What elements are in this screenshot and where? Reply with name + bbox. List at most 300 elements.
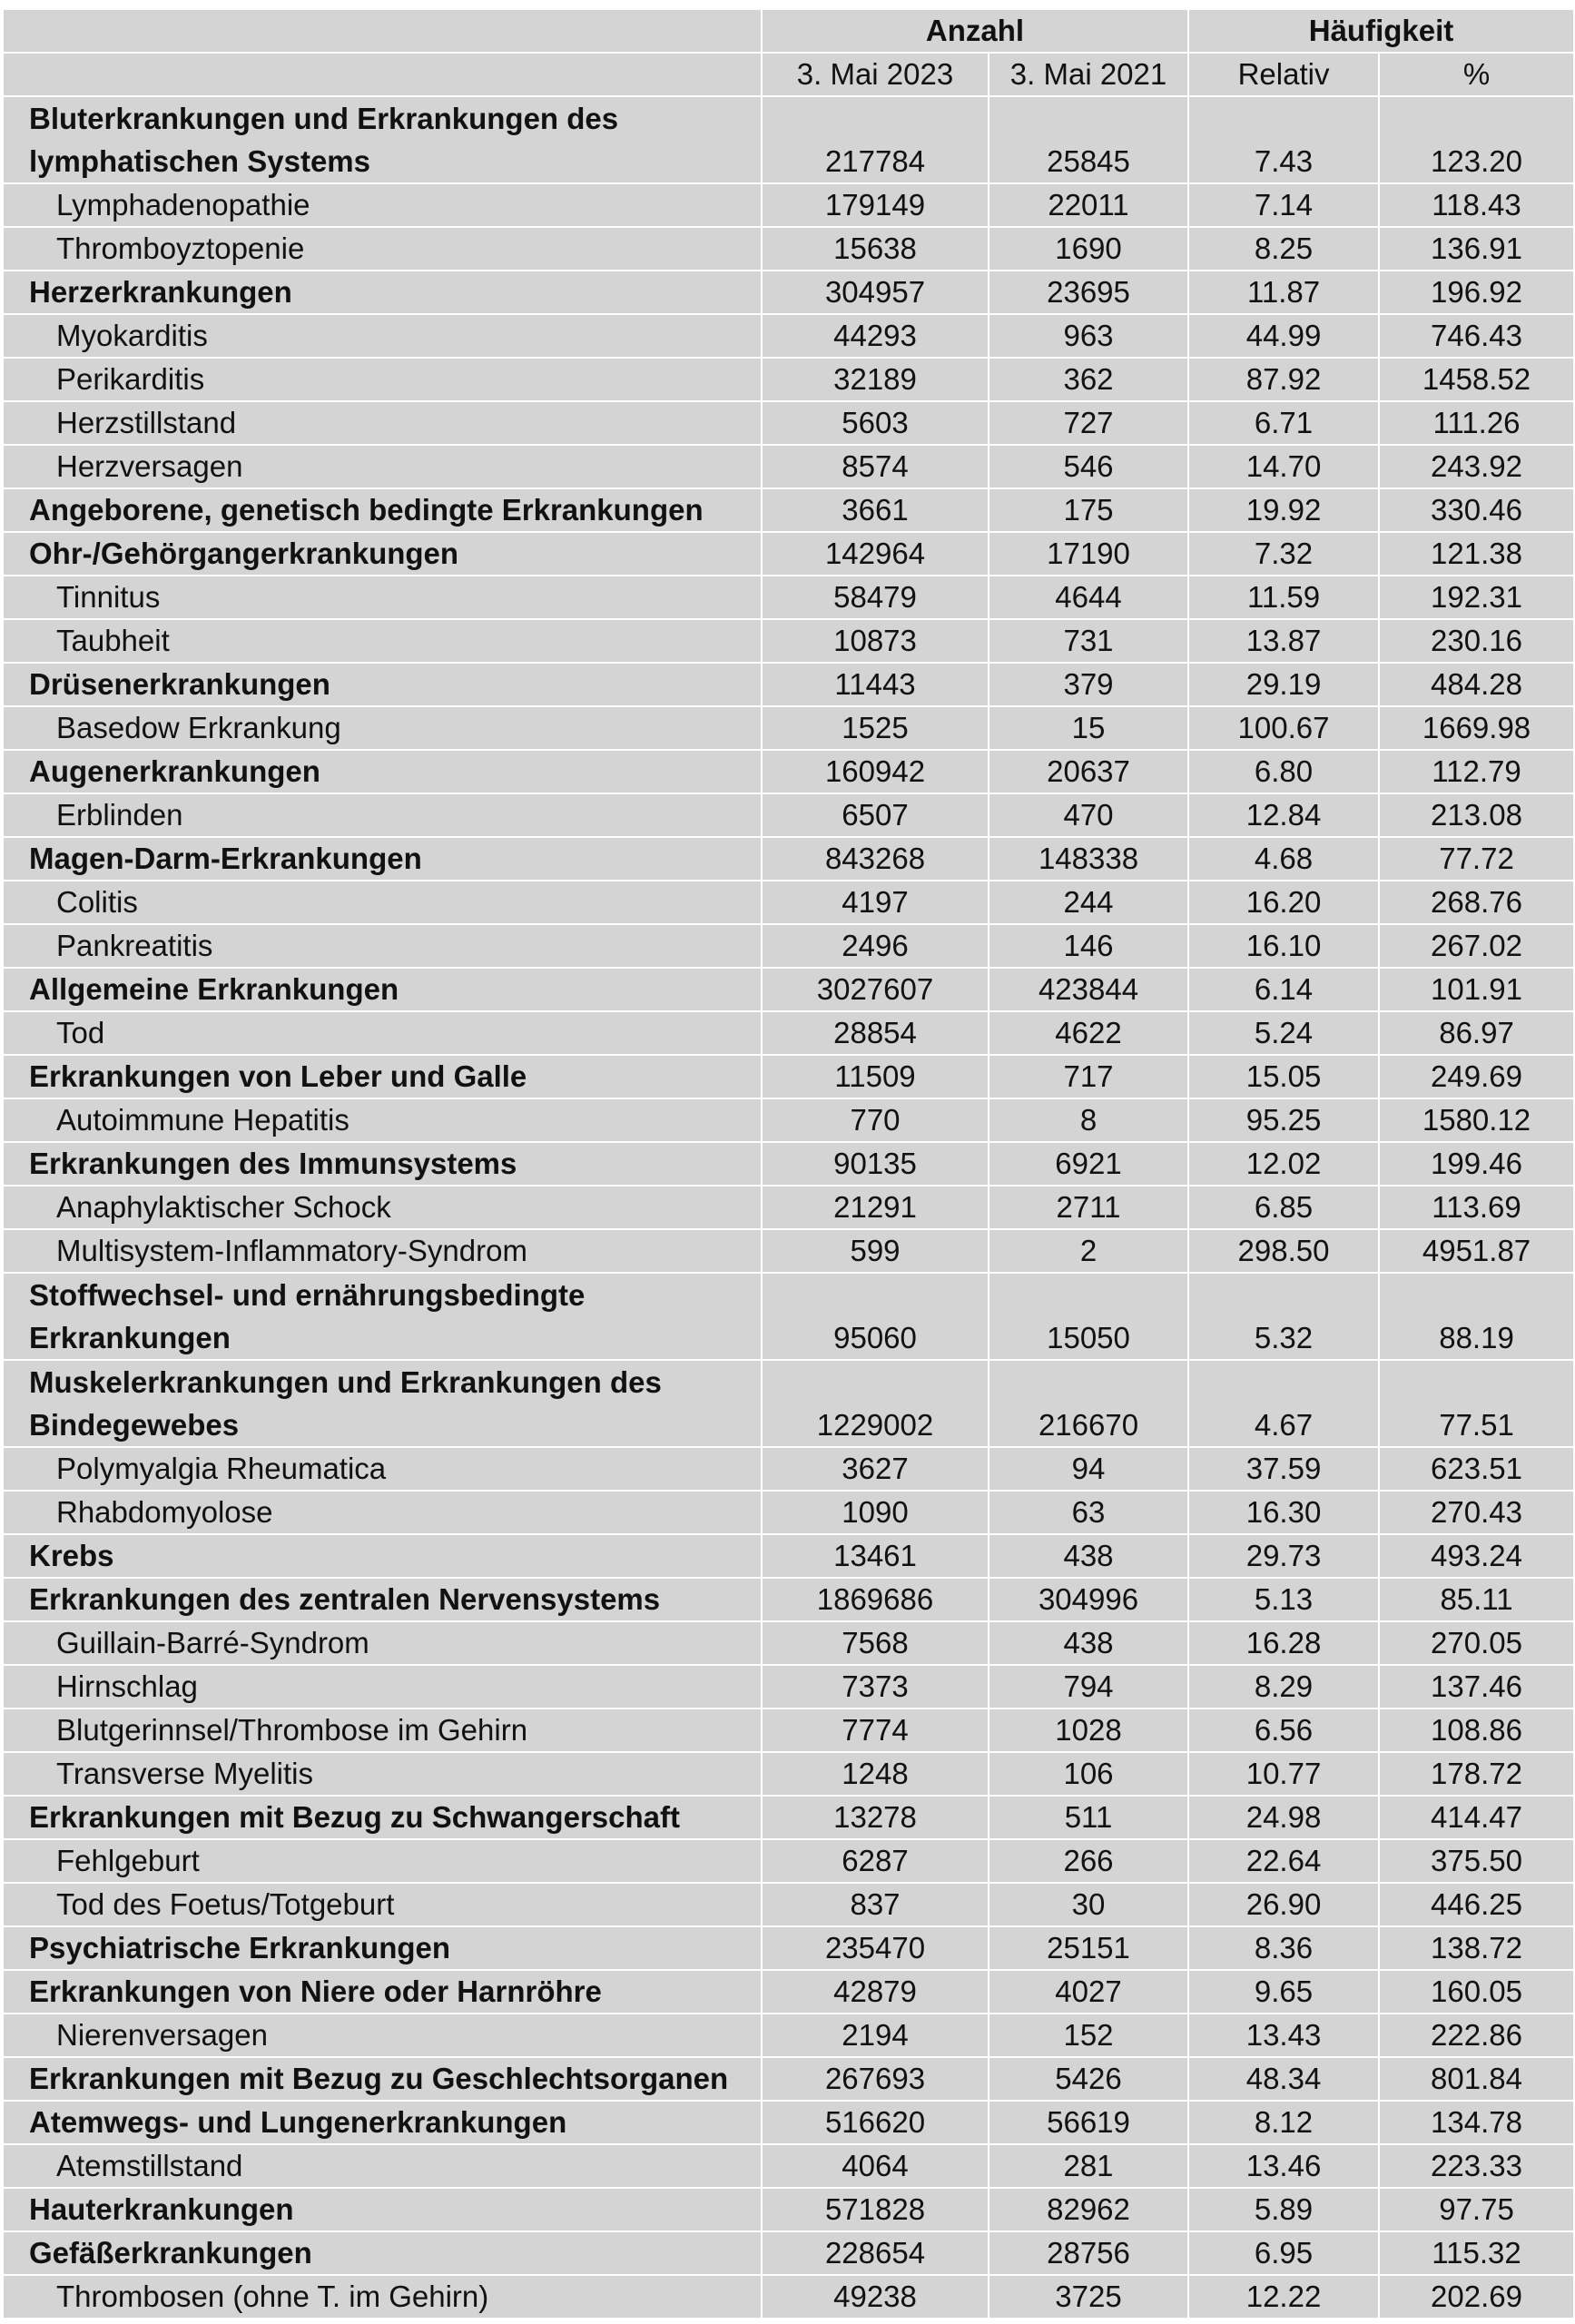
relative-frequency: 13.46 (1188, 2144, 1379, 2188)
row-label: Nierenversagen (3, 2014, 762, 2057)
table-row (3, 445, 1574, 488)
count-2021: 3725 (989, 2275, 1188, 2319)
relative-frequency: 5.89 (1188, 2188, 1379, 2231)
percent-frequency: 101.91 (1379, 968, 1574, 1011)
table-row (3, 2275, 1574, 2319)
count-2023: 571828 (762, 2188, 989, 2231)
table-row (3, 1011, 1574, 1055)
row-label: Polymyalgia Rheumatica (3, 1447, 762, 1491)
row-label: Bluterkrankungen und Erkrankungen des lymphatischen Systems (3, 96, 762, 183)
table-row (3, 1142, 1574, 1186)
relative-frequency: 8.12 (1188, 2101, 1379, 2144)
relative-frequency: 26.90 (1188, 1883, 1379, 1926)
count-2021: 379 (989, 663, 1188, 706)
row-label: Fehlgeburt (3, 1839, 762, 1883)
count-2021: 281 (989, 2144, 1188, 2188)
row-label: Erkrankungen mit Bezug zu Schwangerschaft (3, 1796, 762, 1839)
relative-frequency: 22.64 (1188, 1839, 1379, 1883)
count-2023: 42879 (762, 1970, 989, 2014)
count-2023: 7373 (762, 1665, 989, 1709)
table-row (3, 1665, 1574, 1709)
count-2021: 25151 (989, 1926, 1188, 1970)
count-2023: 58479 (762, 576, 989, 619)
count-2021: 146 (989, 924, 1188, 968)
count-2023: 1229002 (762, 1360, 989, 1447)
count-2021: 82962 (989, 2188, 1188, 2231)
count-2023: 516620 (762, 2101, 989, 2144)
row-label: Erkrankungen des zentralen Nervensystems (3, 1578, 762, 1621)
percent-frequency: 138.72 (1379, 1926, 1574, 1970)
count-2023: 8574 (762, 445, 989, 488)
percent-frequency: 746.43 (1379, 314, 1574, 358)
count-2023: 160942 (762, 750, 989, 793)
count-2023: 837 (762, 1883, 989, 1926)
relative-frequency: 10.77 (1188, 1752, 1379, 1796)
count-2021: 216670 (989, 1360, 1188, 1447)
relative-frequency: 87.92 (1188, 358, 1379, 401)
row-label: Multisystem-Inflammatory-Syndrom (3, 1229, 762, 1273)
relative-frequency: 11.87 (1188, 271, 1379, 314)
table-row (3, 1709, 1574, 1752)
count-2021: 30 (989, 1883, 1188, 1926)
percent-frequency: 1669.98 (1379, 706, 1574, 750)
data-table-container (0, 8, 1575, 2319)
relative-frequency: 95.25 (1188, 1098, 1379, 1142)
row-label: Augenerkrankungen (3, 750, 762, 793)
count-2021: 731 (989, 619, 1188, 663)
table-row (3, 1055, 1574, 1098)
count-2023: 3627 (762, 1447, 989, 1491)
count-2023: 142964 (762, 532, 989, 576)
count-2023: 32189 (762, 358, 989, 401)
header-group-anzahl: Anzahl (762, 9, 1188, 53)
relative-frequency: 5.13 (1188, 1578, 1379, 1621)
table-row (3, 2231, 1574, 2275)
relative-frequency: 4.68 (1188, 837, 1379, 881)
table-row (3, 837, 1574, 881)
percent-frequency: 268.76 (1379, 881, 1574, 924)
percent-frequency: 222.86 (1379, 2014, 1574, 2057)
header-col-percent: % (1379, 53, 1574, 96)
count-2023: 599 (762, 1229, 989, 1273)
table-row (3, 2057, 1574, 2101)
count-2023: 1248 (762, 1752, 989, 1796)
header-col-relativ: Relativ (1188, 53, 1379, 96)
count-2023: 49238 (762, 2275, 989, 2319)
row-label: Lymphadenopathie (3, 183, 762, 227)
row-label: Hauterkrankungen (3, 2188, 762, 2231)
table-row (3, 183, 1574, 227)
count-2023: 4197 (762, 881, 989, 924)
count-2021: 2711 (989, 1186, 1188, 1229)
count-2021: 63 (989, 1491, 1188, 1534)
row-label: Drüsenerkrankungen (3, 663, 762, 706)
row-label: Erkrankungen des Immunsystems (3, 1142, 762, 1186)
count-2023: 4064 (762, 2144, 989, 2188)
row-label: Psychiatrische Erkrankungen (3, 1926, 762, 1970)
relative-frequency: 6.71 (1188, 401, 1379, 445)
count-2023: 843268 (762, 837, 989, 881)
table-row (3, 2188, 1574, 2231)
count-2021: 511 (989, 1796, 1188, 1839)
relative-frequency: 4.67 (1188, 1360, 1379, 1447)
relative-frequency: 48.34 (1188, 2057, 1379, 2101)
percent-frequency: 4951.87 (1379, 1229, 1574, 1273)
row-label: Magen-Darm-Erkrankungen (3, 837, 762, 881)
table-row (3, 227, 1574, 271)
percent-frequency: 1580.12 (1379, 1098, 1574, 1142)
header-group-row (3, 9, 1574, 53)
table-row (3, 1273, 1574, 1360)
count-2023: 28854 (762, 1011, 989, 1055)
relative-frequency: 9.65 (1188, 1970, 1379, 2014)
row-label: Atemwegs- und Lungenerkrankungen (3, 2101, 762, 2144)
table-row (3, 576, 1574, 619)
count-2023: 13278 (762, 1796, 989, 1839)
relative-frequency: 7.43 (1188, 96, 1379, 183)
count-2021: 963 (989, 314, 1188, 358)
count-2023: 6507 (762, 793, 989, 837)
count-2023: 3027607 (762, 968, 989, 1011)
count-2023: 228654 (762, 2231, 989, 2275)
relative-frequency: 8.36 (1188, 1926, 1379, 1970)
row-label: Erkrankungen von Niere oder Harnröhre (3, 1970, 762, 2014)
table-row (3, 1839, 1574, 1883)
relative-frequency: 37.59 (1188, 1447, 1379, 1491)
row-label: Autoimmune Hepatitis (3, 1098, 762, 1142)
count-2021: 5426 (989, 2057, 1188, 2101)
table-row (3, 1186, 1574, 1229)
row-label: Basedow Erkrankung (3, 706, 762, 750)
relative-frequency: 6.56 (1188, 1709, 1379, 1752)
table-row (3, 532, 1574, 576)
percent-frequency: 223.33 (1379, 2144, 1574, 2188)
count-2021: 423844 (989, 968, 1188, 1011)
relative-frequency: 100.67 (1188, 706, 1379, 750)
count-2023: 179149 (762, 183, 989, 227)
percent-frequency: 192.31 (1379, 576, 1574, 619)
count-2023: 7568 (762, 1621, 989, 1665)
percent-frequency: 1458.52 (1379, 358, 1574, 401)
count-2021: 438 (989, 1621, 1188, 1665)
count-2023: 1090 (762, 1491, 989, 1534)
table-header (3, 9, 1574, 96)
percent-frequency: 446.25 (1379, 1883, 1574, 1926)
relative-frequency: 44.99 (1188, 314, 1379, 358)
count-2023: 1869686 (762, 1578, 989, 1621)
table-row (3, 1447, 1574, 1491)
relative-frequency: 7.14 (1188, 183, 1379, 227)
relative-frequency: 15.05 (1188, 1055, 1379, 1098)
table-row (3, 1578, 1574, 1621)
table-row (3, 1752, 1574, 1796)
count-2023: 770 (762, 1098, 989, 1142)
percent-frequency: 88.19 (1379, 1273, 1574, 1360)
count-2021: 717 (989, 1055, 1188, 1098)
percent-frequency: 113.69 (1379, 1186, 1574, 1229)
count-2023: 90135 (762, 1142, 989, 1186)
percent-frequency: 243.92 (1379, 445, 1574, 488)
relative-frequency: 8.29 (1188, 1665, 1379, 1709)
count-2023: 95060 (762, 1273, 989, 1360)
table-row (3, 750, 1574, 793)
row-label: Hirnschlag (3, 1665, 762, 1709)
percent-frequency: 137.46 (1379, 1665, 1574, 1709)
header-column-row (3, 53, 1574, 96)
count-2023: 21291 (762, 1186, 989, 1229)
percent-frequency: 230.16 (1379, 619, 1574, 663)
row-label: Tinnitus (3, 576, 762, 619)
table-row (3, 1229, 1574, 1273)
percent-frequency: 118.43 (1379, 183, 1574, 227)
percent-frequency: 623.51 (1379, 1447, 1574, 1491)
row-label: Gefäßerkrankungen (3, 2231, 762, 2275)
percent-frequency: 85.11 (1379, 1578, 1574, 1621)
count-2021: 4622 (989, 1011, 1188, 1055)
percent-frequency: 202.69 (1379, 2275, 1574, 2319)
row-label: Erkrankungen mit Bezug zu Geschlechtsorganen (3, 2057, 762, 2101)
count-2021: 15 (989, 706, 1188, 750)
count-2023: 2496 (762, 924, 989, 968)
percent-frequency: 484.28 (1379, 663, 1574, 706)
row-label: Herzversagen (3, 445, 762, 488)
count-2021: 266 (989, 1839, 1188, 1883)
percent-frequency: 199.46 (1379, 1142, 1574, 1186)
count-2021: 2 (989, 1229, 1188, 1273)
row-label: Transverse Myelitis (3, 1752, 762, 1796)
table-row (3, 793, 1574, 837)
row-label: Tod des Foetus/Totgeburt (3, 1883, 762, 1926)
count-2021: 727 (989, 401, 1188, 445)
table-row (3, 1534, 1574, 1578)
percent-frequency: 330.46 (1379, 488, 1574, 532)
relative-frequency: 24.98 (1188, 1796, 1379, 1839)
relative-frequency: 13.87 (1188, 619, 1379, 663)
percent-frequency: 111.26 (1379, 401, 1574, 445)
row-label: Colitis (3, 881, 762, 924)
table-body (3, 96, 1574, 2319)
relative-frequency: 16.10 (1188, 924, 1379, 968)
count-2021: 175 (989, 488, 1188, 532)
header-empty-cell (3, 9, 762, 53)
count-2023: 235470 (762, 1926, 989, 1970)
count-2021: 152 (989, 2014, 1188, 2057)
row-label: Erkrankungen von Leber und Galle (3, 1055, 762, 1098)
count-2021: 25845 (989, 96, 1188, 183)
relative-frequency: 6.95 (1188, 2231, 1379, 2275)
count-2021: 148338 (989, 837, 1188, 881)
percent-frequency: 267.02 (1379, 924, 1574, 968)
table-row (3, 1098, 1574, 1142)
count-2021: 470 (989, 793, 1188, 837)
table-row (3, 1796, 1574, 1839)
relative-frequency: 12.02 (1188, 1142, 1379, 1186)
table-row (3, 1491, 1574, 1534)
row-label: Blutgerinnsel/Thrombose im Gehirn (3, 1709, 762, 1752)
table-row (3, 1970, 1574, 2014)
count-2021: 20637 (989, 750, 1188, 793)
count-2021: 22011 (989, 183, 1188, 227)
row-label: Ohr-/Gehörgangerkrankungen (3, 532, 762, 576)
row-label: Myokarditis (3, 314, 762, 358)
row-label: Guillain-Barré-Syndrom (3, 1621, 762, 1665)
row-label: Angeborene, genetisch bedingte Erkrankungen (3, 488, 762, 532)
row-label: Allgemeine Erkrankungen (3, 968, 762, 1011)
relative-frequency: 7.32 (1188, 532, 1379, 576)
table-row (3, 968, 1574, 1011)
relative-frequency: 12.22 (1188, 2275, 1379, 2319)
count-2023: 304957 (762, 271, 989, 314)
percent-frequency: 178.72 (1379, 1752, 1574, 1796)
count-2021: 8 (989, 1098, 1188, 1142)
count-2021: 17190 (989, 532, 1188, 576)
table-row (3, 271, 1574, 314)
relative-frequency: 298.50 (1188, 1229, 1379, 1273)
count-2021: 15050 (989, 1273, 1188, 1360)
row-label: Tod (3, 1011, 762, 1055)
percent-frequency: 112.79 (1379, 750, 1574, 793)
row-label: Herzstillstand (3, 401, 762, 445)
relative-frequency: 16.28 (1188, 1621, 1379, 1665)
table-row (3, 2014, 1574, 2057)
relative-frequency: 5.24 (1188, 1011, 1379, 1055)
relative-frequency: 6.80 (1188, 750, 1379, 793)
count-2023: 44293 (762, 314, 989, 358)
count-2021: 23695 (989, 271, 1188, 314)
count-2021: 4027 (989, 1970, 1188, 2014)
count-2021: 1028 (989, 1709, 1188, 1752)
table-row (3, 619, 1574, 663)
count-2023: 217784 (762, 96, 989, 183)
table-row (3, 314, 1574, 358)
count-2021: 362 (989, 358, 1188, 401)
table-row (3, 663, 1574, 706)
count-2023: 3661 (762, 488, 989, 532)
count-2021: 546 (989, 445, 1188, 488)
count-2023: 2194 (762, 2014, 989, 2057)
count-2023: 10873 (762, 619, 989, 663)
relative-frequency: 8.25 (1188, 227, 1379, 271)
row-label: Thrombosen (ohne T. im Gehirn) (3, 2275, 762, 2319)
percent-frequency: 136.91 (1379, 227, 1574, 271)
percent-frequency: 493.24 (1379, 1534, 1574, 1578)
table-row (3, 488, 1574, 532)
table-row (3, 1621, 1574, 1665)
count-2021: 794 (989, 1665, 1188, 1709)
relative-frequency: 6.85 (1188, 1186, 1379, 1229)
relative-frequency: 13.43 (1188, 2014, 1379, 2057)
table-row (3, 1883, 1574, 1926)
row-label: Muskelerkrankungen und Erkrankungen des Bindegewebes (3, 1360, 762, 1447)
row-label: Perikarditis (3, 358, 762, 401)
relative-frequency: 5.32 (1188, 1273, 1379, 1360)
table-row (3, 924, 1574, 968)
count-2021: 6921 (989, 1142, 1188, 1186)
header-group-haeufigkeit: Häufigkeit (1188, 9, 1574, 53)
relative-frequency: 29.73 (1188, 1534, 1379, 1578)
row-label: Anaphylaktischer Schock (3, 1186, 762, 1229)
count-2021: 94 (989, 1447, 1188, 1491)
row-label: Atemstillstand (3, 2144, 762, 2188)
table-row (3, 1926, 1574, 1970)
count-2021: 28756 (989, 2231, 1188, 2275)
row-label: Herzerkrankungen (3, 271, 762, 314)
percent-frequency: 414.47 (1379, 1796, 1574, 1839)
row-label: Erblinden (3, 793, 762, 837)
percent-frequency: 270.05 (1379, 1621, 1574, 1665)
percent-frequency: 160.05 (1379, 1970, 1574, 2014)
count-2021: 106 (989, 1752, 1188, 1796)
percent-frequency: 196.92 (1379, 271, 1574, 314)
percent-frequency: 123.20 (1379, 96, 1574, 183)
count-2023: 11509 (762, 1055, 989, 1098)
count-2023: 1525 (762, 706, 989, 750)
percent-frequency: 115.32 (1379, 2231, 1574, 2275)
count-2023: 6287 (762, 1839, 989, 1883)
percent-frequency: 375.50 (1379, 1839, 1574, 1883)
relative-frequency: 29.19 (1188, 663, 1379, 706)
count-2023: 7774 (762, 1709, 989, 1752)
percent-frequency: 77.51 (1379, 1360, 1574, 1447)
count-2021: 304996 (989, 1578, 1188, 1621)
percent-frequency: 86.97 (1379, 1011, 1574, 1055)
table-row (3, 2144, 1574, 2188)
relative-frequency: 6.14 (1188, 968, 1379, 1011)
table-row (3, 358, 1574, 401)
count-2021: 438 (989, 1534, 1188, 1578)
relative-frequency: 14.70 (1188, 445, 1379, 488)
row-label: Taubheit (3, 619, 762, 663)
header-empty-cell (3, 53, 762, 96)
count-2021: 56619 (989, 2101, 1188, 2144)
count-2023: 13461 (762, 1534, 989, 1578)
percent-frequency: 97.75 (1379, 2188, 1574, 2231)
count-2021: 244 (989, 881, 1188, 924)
row-label: Pankreatitis (3, 924, 762, 968)
percent-frequency: 121.38 (1379, 532, 1574, 576)
count-2023: 5603 (762, 401, 989, 445)
relative-frequency: 16.30 (1188, 1491, 1379, 1534)
relative-frequency: 16.20 (1188, 881, 1379, 924)
percent-frequency: 134.78 (1379, 2101, 1574, 2144)
percent-frequency: 77.72 (1379, 837, 1574, 881)
count-2023: 15638 (762, 227, 989, 271)
row-label: Stoffwechsel- und ernährungsbedingte Erkrankungen (3, 1273, 762, 1360)
row-label: Rhabdomyolose (3, 1491, 762, 1534)
percent-frequency: 249.69 (1379, 1055, 1574, 1098)
statistics-table (2, 8, 1575, 2319)
table-row (3, 96, 1574, 183)
table-row (3, 1360, 1574, 1447)
count-2023: 267693 (762, 2057, 989, 2101)
row-label: Krebs (3, 1534, 762, 1578)
table-row (3, 401, 1574, 445)
header-col-2021: 3. Mai 2021 (989, 53, 1188, 96)
relative-frequency: 12.84 (1188, 793, 1379, 837)
count-2021: 1690 (989, 227, 1188, 271)
table-row (3, 706, 1574, 750)
percent-frequency: 801.84 (1379, 2057, 1574, 2101)
relative-frequency: 19.92 (1188, 488, 1379, 532)
relative-frequency: 11.59 (1188, 576, 1379, 619)
count-2023: 11443 (762, 663, 989, 706)
table-row (3, 2101, 1574, 2144)
row-label: Thromboyztopenie (3, 227, 762, 271)
header-col-2023: 3. Mai 2023 (762, 53, 989, 96)
count-2021: 4644 (989, 576, 1188, 619)
table-row (3, 881, 1574, 924)
percent-frequency: 108.86 (1379, 1709, 1574, 1752)
